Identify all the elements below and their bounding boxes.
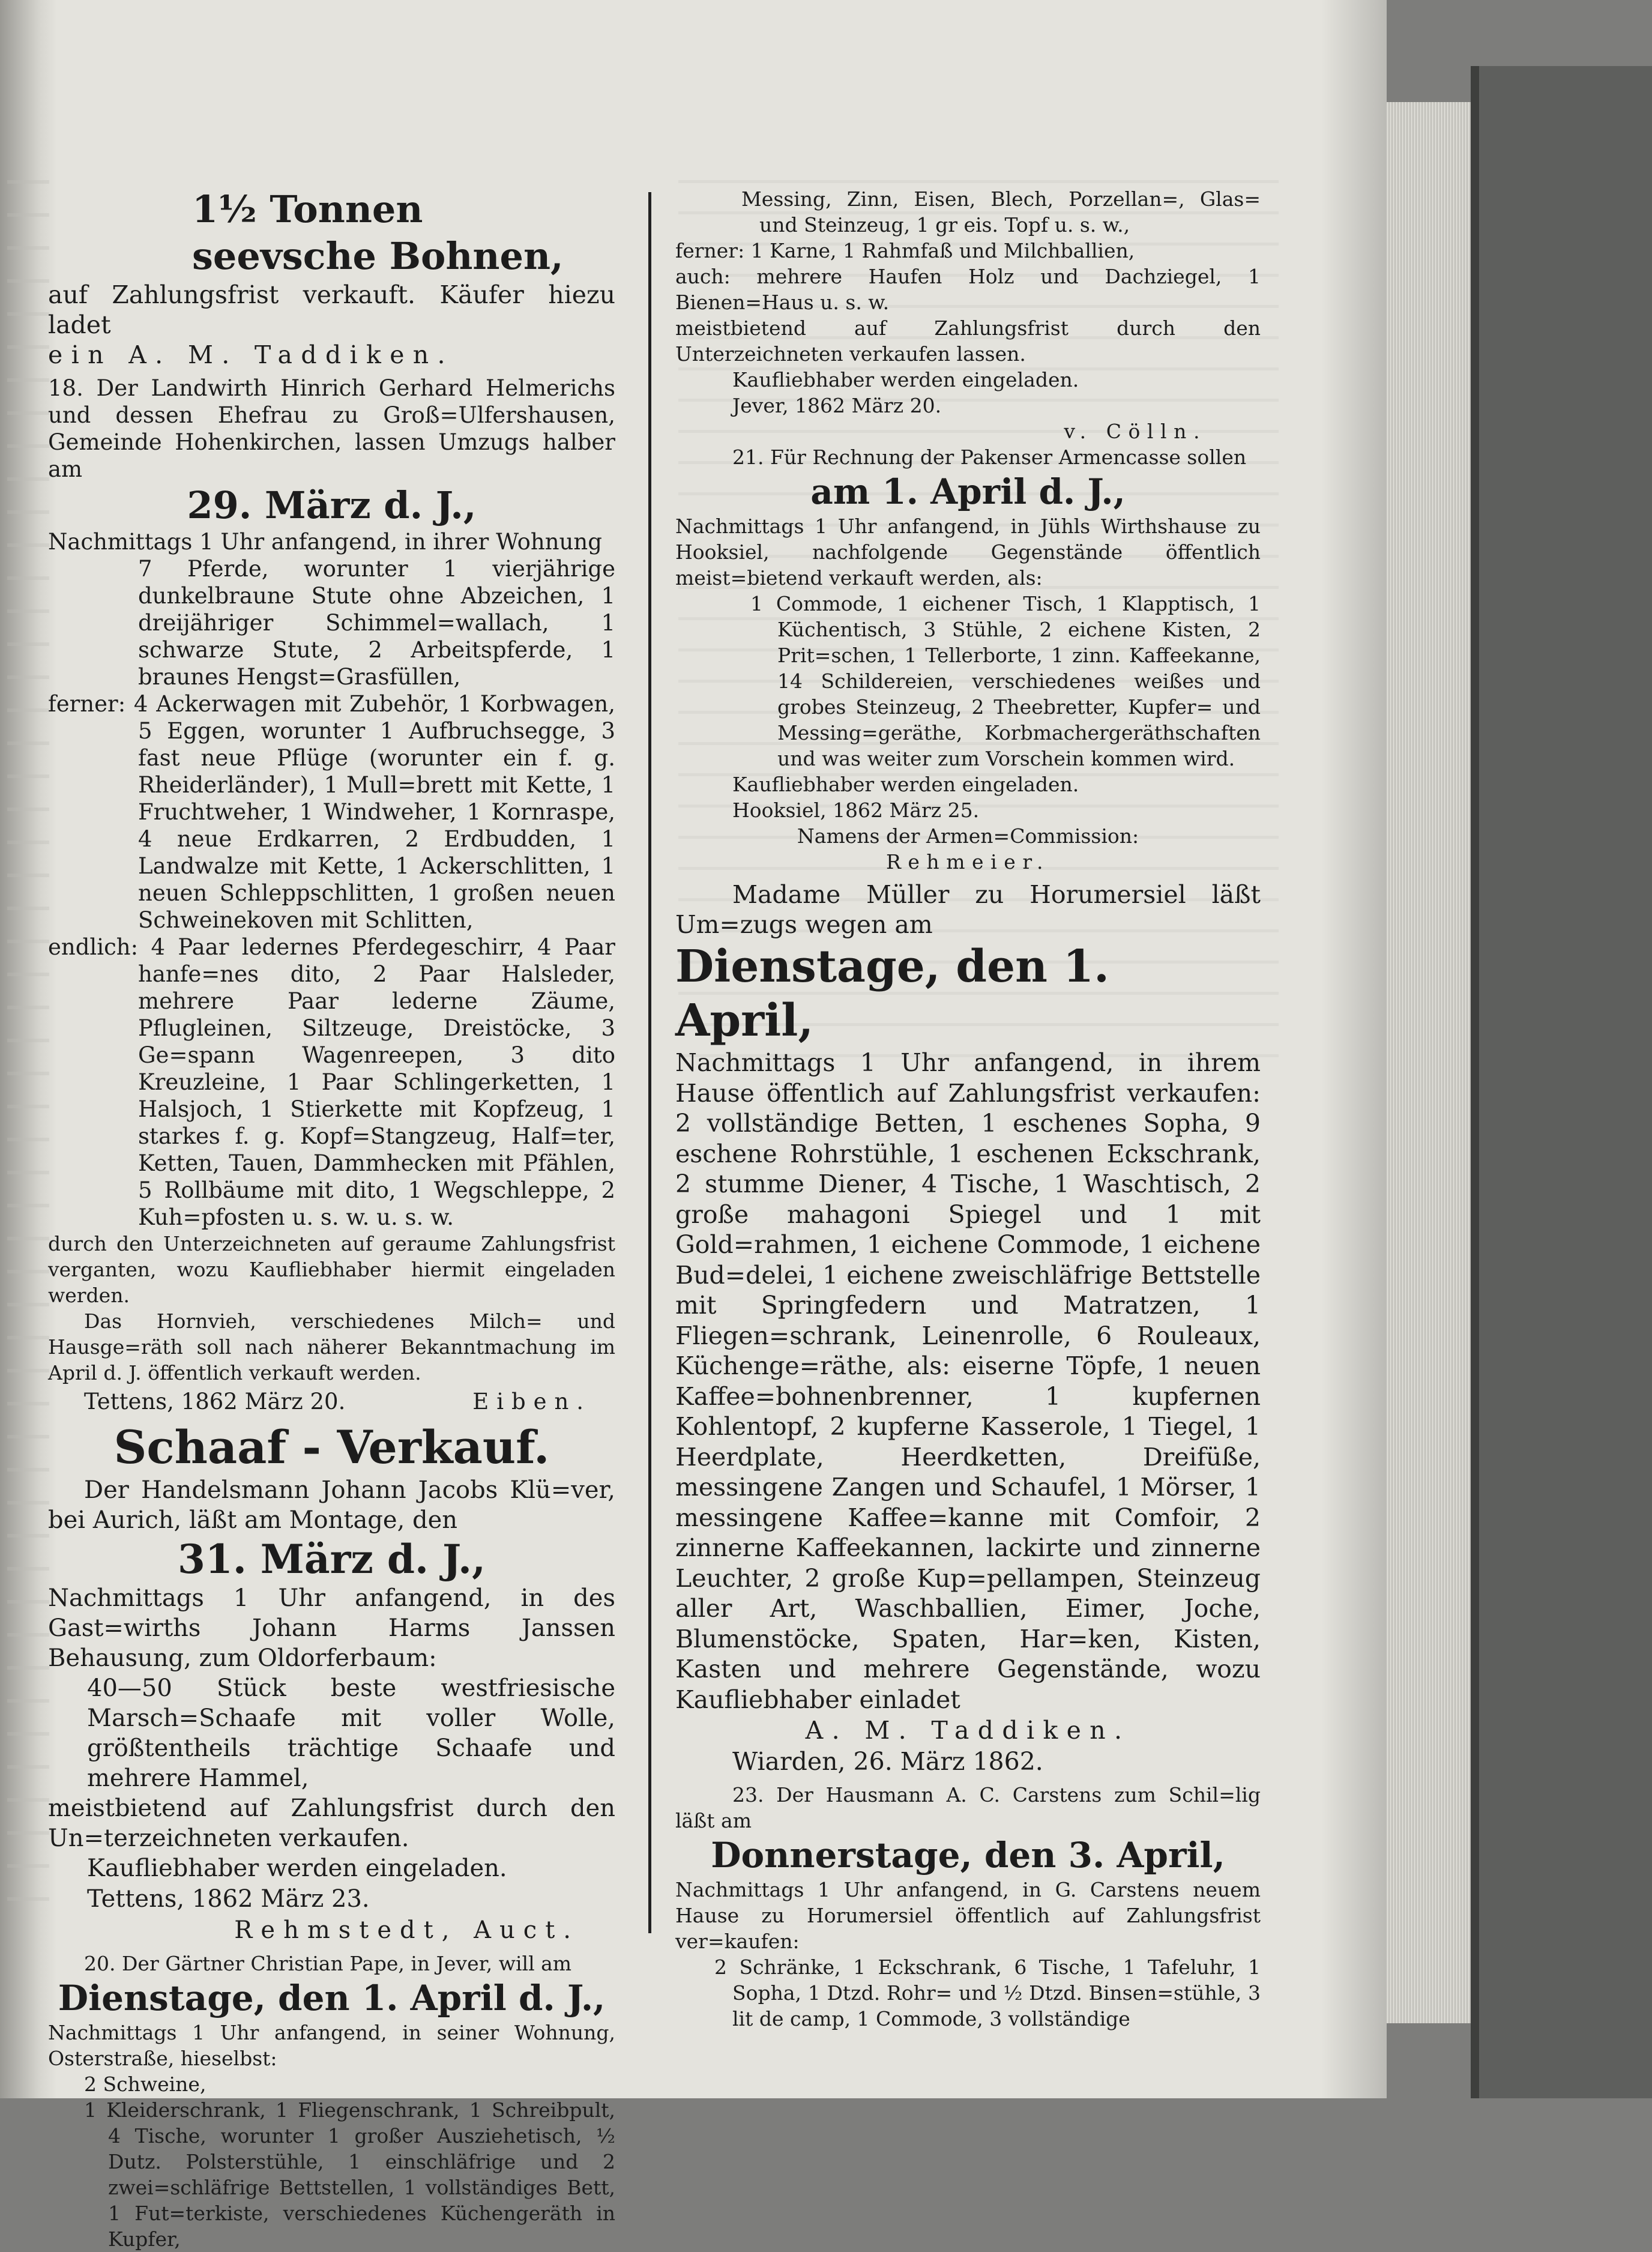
mueller-place: Wiarden, 26. März 1862. xyxy=(732,1747,1043,1776)
schaaf-place: Tettens, 1862 März 23. xyxy=(87,1885,370,1913)
schaaf-closing: meistbietend auf Zahlungsfrist durch den Un=terzeichneten verkaufen. xyxy=(48,1795,615,1852)
cont-ferner: ferner: 1 Karne, 1 Rahmfaß und Milchballien, xyxy=(675,239,1135,262)
book-cover xyxy=(1471,66,1652,2098)
cont-items: Messing, Zinn, Eisen, Blech, Porzellan=, Glas= und Steinzeug, 1 gr eis. Topf u. s. w., xyxy=(741,187,1261,237)
ad20-items2: 1 Kleiderschrank, 1 Fliegenschrank, 1 Schreibpult, 4 Tische, worunter 1 großer Ausziehetisch, ½ Dutz. Polsterstühle, 1 einschläfrige und 2 zwei=schläfrige Bettstellen, 1 vollständiges Bett, 1 Fut=terkiste, verschiedenes Küchengeräth in Kupfer, xyxy=(84,2098,615,2251)
ad18-closing: durch den Unterzeichneten auf geraume Zahlungsfrist verganten, wozu Kaufliebhaber hiermit eingeladen werden. xyxy=(48,1232,615,1307)
schaaf-signer: Rehmstedt, Auct. xyxy=(234,1916,579,1944)
cont-auch: auch: mehrere Haufen Holz und Dachziegel, 1 Bienen=Haus u. s. w. xyxy=(675,265,1261,314)
mueller-signer: A. M. Taddiken. xyxy=(805,1716,1131,1745)
page-edge-shade xyxy=(1321,0,1387,2098)
ad21-date: am 1. April d. J., xyxy=(810,471,1126,512)
ad21-signer: Rehmeier. xyxy=(885,850,1051,874)
left-column xyxy=(48,186,615,2252)
ad18-note: Das Hornvieh, verschiedenes Milch= und Hausge=räth soll nach näherer Bekanntmachung im April d. J. öffentlich verkauft werden. xyxy=(48,1309,615,1384)
ad18-place: Tettens, 1862 März 20. xyxy=(84,1389,346,1414)
ad23-items: 2 Schränke, 1 Eckschrank, 6 Tische, 1 Tafeluhr, 1 Sopha, 1 Dtzd. Rohr= und ½ Dtzd. Binsen=stühle, 3 lit de camp, 1 Commode, 3 vollständige xyxy=(714,1955,1261,2030)
schaaf-intro: Der Handelsmann Johann Jacobs Klü=ver, bei Aurich, läßt am Montage, den xyxy=(48,1476,615,1534)
lead-line-2: auf Zahlungsfrist verkauft. Käufer hiezu ladet xyxy=(48,280,615,339)
ad18-intro: 18. Der Landwirth Hinrich Gerhard Helmerichs und dessen Ehefrau zu Groß=Ulfershausen, Gemeinde Hohenkirchen, lassen Umzugs halber am xyxy=(48,375,615,482)
schaaf-invite: Kaufliebhaber werden eingeladen. xyxy=(87,1855,507,1882)
ad21-invite: Kaufliebhaber werden eingeladen. xyxy=(732,773,1079,796)
ad21-namens: Namens der Armen=Commission: xyxy=(797,824,1139,848)
cont-place: Jever, 1862 März 20. xyxy=(732,394,942,417)
ad20-items1: 2 Schweine, xyxy=(84,2072,206,2096)
ad21-place: Hooksiel, 1862 März 25. xyxy=(732,798,980,822)
column-rule xyxy=(648,192,651,1933)
cont-invite: Kaufliebhaber werden eingeladen. xyxy=(732,368,1079,391)
lead-line-3: ein A. M. Taddiken. xyxy=(48,340,454,369)
mueller-date: Dienstage, den 1. April, xyxy=(675,941,1109,1046)
ad18-signer: Eiben. xyxy=(472,1389,591,1414)
ad18-horses: 7 Pferde, worunter 1 vierjährige dunkelbraune Stute ohne Abzeichen, 1 dreijähriger Schimmel=wallach, 1 schwarze Stute, 2 Arbeitspferde, 1 braunes Hengst=Grasfüllen, xyxy=(138,556,615,690)
ad18-date: 29. März d. J., xyxy=(187,483,477,527)
schaaf-time: Nachmittags 1 Uhr anfangend, in des Gast=wirths Johann Harms Janssen Behausung, zum Oldorferbaum: xyxy=(48,1584,615,1672)
ad20-time: Nachmittags 1 Uhr anfangend, in seiner Wohnung, Osterstraße, hieselbst: xyxy=(48,2021,615,2070)
ad20-intro: 20. Der Gärtner Christian Pape, in Jever, will am xyxy=(84,1952,572,1975)
cont-closing: meistbietend auf Zahlungsfrist durch den Unterzeichneten verkaufen lassen. xyxy=(675,316,1261,366)
facing-page-bleed xyxy=(7,180,49,1921)
lead-headline: 1½ Tonnen seevsche Bohnen, xyxy=(192,187,564,278)
mueller-body: Nachmittags 1 Uhr anfangend, in ihrem Hause öffentlich auf Zahlungsfrist verkaufen: 2 vollständige Betten, 1 eschenes Sopha, 9 eschene Rohrstühle, 1 eschenen Eckschrank, 2 stumme Diener, 4 Tische, 1 Waschtisch, 2 große mahagoni Spiegel und 1 mit Gold=rahmen, 1 eichene Commode, 1 eichene Bud=delei, 1 eichene zweischläfrige Bettstelle mit Springfedern und Matratzen, 1 Fliegen=schrank, Leinenrolle, 6 Rouleaux, Küchenge=räthe, als: eiserne Töpfe, 1 neuen Kaffee=bohnenbrenner, 1 kupfernen Kohlentopf, 2 kupferne Kasserole, 1 Tiegel, 1 Heerdplate, Heerdketten, Dreifüße, messingene Zangen und Schaufel, 1 Mörser, 1 messingene Kaffee=kanne mit Comfoir, 2 zinnerne Kaffeekannen, lackirte und zinnerne Leuchter, 2 große Kup=pellampen, Steinzeug aller Art, Waschballien, Eimer, Joche, Blumenstöcke, Spaten, Har=ken, Kisten, Kasten und mehrere Gegenstände, wozu Kaufliebhaber einladet xyxy=(675,1048,1261,1714)
mueller-intro: Madame Müller zu Horumersiel läßt Um=zugs wegen am xyxy=(675,880,1261,939)
ad18-endlich: endlich: 4 Paar ledernes Pferdegeschirr, 4 Paar hanfe=nes dito, 2 Paar Halsleder, mehrere Paar lederne Zäume, Pflugleinen, Siltzeuge, Dreistöcke, 3 Ge=spann Wagenreepen, 3 dito Kreuzleine, 1 Paar Schlingerketten, 1 Halsjoch, 1 Stierkette mit Kopfzeug, 1 starkes f. g. Kopf=Stangzeug, Half=ter, Ketten, Tauen, Dammhecken mit Pfählen, 5 Rollbäume mit dito, 1 Wegschleppe, 2 Kuh=pfosten u. s. w. u. s. w. xyxy=(48,934,615,1230)
schaaf-items: 40—50 Stück beste westfriesische Marsch=Schaafe mit voller Wolle, größtentheils trächtige Schaafe und mehrere Hammel, xyxy=(87,1674,615,1792)
schaaf-date: 31. März d. J., xyxy=(177,1536,486,1583)
ad21-time: Nachmittags 1 Uhr anfangend, in Jühls Wirthshause zu Hooksiel, nachfolgende Gegenstände öffentlich meist=bietend verkauft werden, als: xyxy=(675,515,1261,590)
schaaf-title: Schaaf - Verkauf. xyxy=(113,1420,550,1474)
ad21-intro: 21. Für Rechnung der Pakenser Armencasse sollen xyxy=(732,445,1247,469)
cont-signer: v. Cölln. xyxy=(1064,420,1207,443)
ad23-time: Nachmittags 1 Uhr anfangend, in G. Carstens neuem Hause zu Horumersiel öffentlich auf Zahlungsfrist ver=kaufen: xyxy=(675,1878,1261,1953)
ad18-footer xyxy=(48,1386,615,1415)
ad20-date: Dienstage, den 1. April d. J., xyxy=(58,1978,606,2018)
page-block-edge xyxy=(1387,102,1471,2023)
right-column xyxy=(675,186,1261,2032)
ad23-intro: 23. Der Hausmann A. C. Carstens zum Schil=lig läßt am xyxy=(675,1783,1261,1832)
ad18-ferner: ferner: 4 Ackerwagen mit Zubehör, 1 Korbwagen, 5 Eggen, worunter 1 Aufbruchsegge, 3 fast neue Pflüge (worunter ein f. g. Rheiderländer), 1 Mull=brett mit Kette, 1 Fruchtweher, 1 Windweher, 1 Kornraspe, 4 neue Erdkarren, 2 Erdbudden, 1 Landwalze mit Kette, 1 Ackerschlitten, 1 neuen Schleppschlitten, 1 großen neuen Schweinekoven mit Schlitten, xyxy=(48,691,615,933)
ad21-items: 1 Commode, 1 eichener Tisch, 1 Klapptisch, 1 Küchentisch, 3 Stühle, 2 eichene Kisten, 2 Prit=schen, 1 Tellerborte, 1 zinn. Kaffeekanne, 14 Schildereien, verschiedenes weißes und grobes Steinzeug, 2 Theebretter, Kupfer= und Messing=geräthe, Korbmachergeräthschaften und was weiter zum Vorschein kommen wird. xyxy=(750,592,1261,770)
ad18-time: Nachmittags 1 Uhr anfangend, in ihrer Wohnung xyxy=(48,529,602,555)
ad23-date: Donnerstage, den 3. April, xyxy=(711,1835,1225,1876)
